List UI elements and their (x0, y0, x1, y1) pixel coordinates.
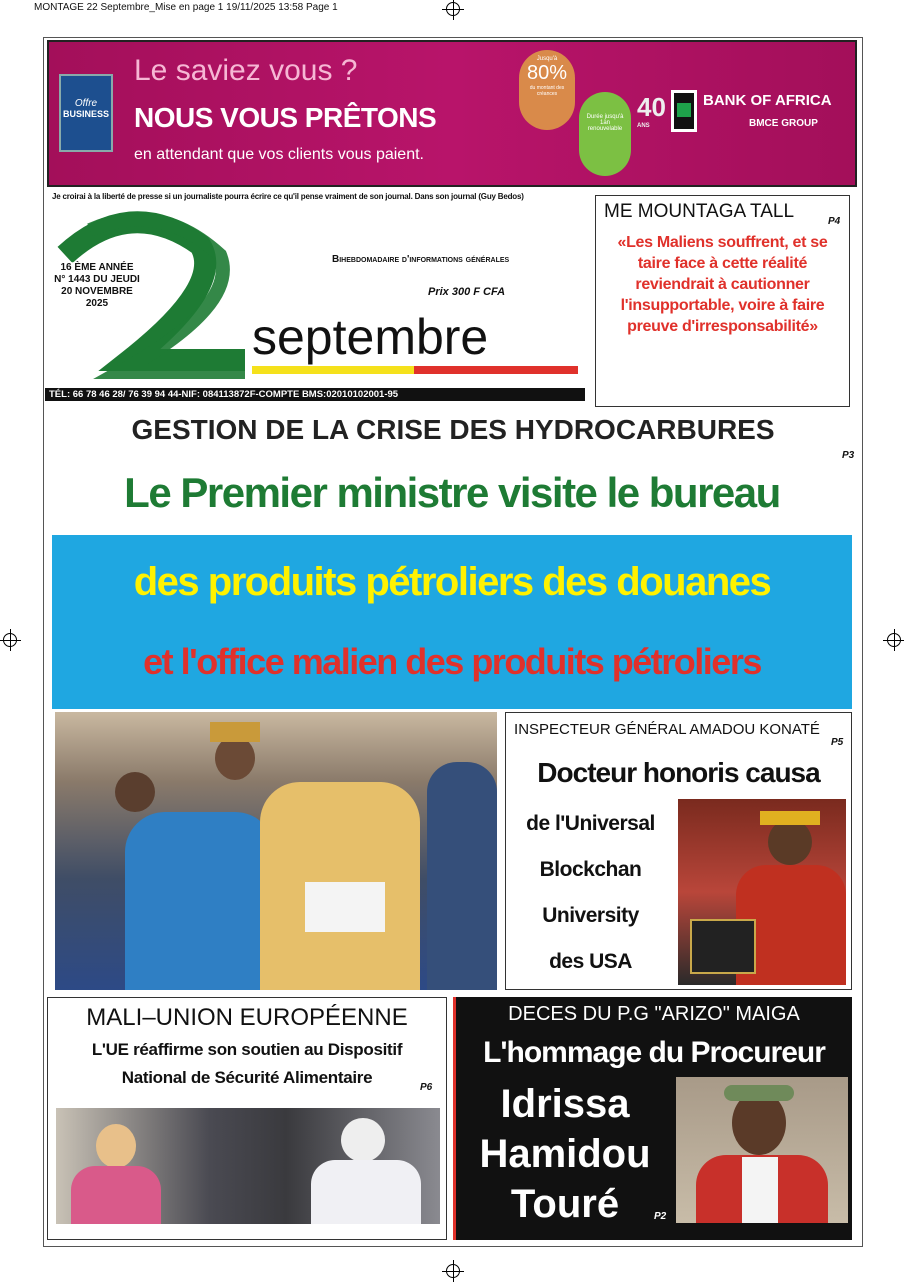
story-name (460, 1079, 670, 1229)
story-subtitle (508, 801, 673, 985)
story-title (52, 1036, 442, 1092)
contact-bar: TÉL: 66 78 46 28/ 76 39 94 44-NIF: 084113872F-COMPTE BMS:02010102001-95 (45, 388, 585, 401)
anniversary-logo (637, 92, 666, 129)
page-ref: P2 (654, 1211, 667, 1222)
anniversary-number: 40 (637, 92, 666, 122)
ad-circle-duration: Durée jusqu'à 1an renouvelable (579, 92, 631, 176)
story-title: Docteur honoris causa (537, 757, 820, 788)
story-kicker: DECES DU P.G "ARIZO" MAIGA (508, 1003, 800, 1025)
lead-headline-line1: Le Premier ministre visite le bureau (124, 469, 780, 516)
registration-mark-icon (887, 633, 901, 647)
registration-mark-icon (446, 1264, 460, 1278)
issue-number: N° 1443 DU JEUDI (54, 274, 140, 285)
teaser-mountaga-tall[interactable] (595, 195, 850, 407)
name-line: Touré (510, 1182, 620, 1226)
story-konate[interactable] (505, 712, 852, 990)
page-ref: P3 (842, 450, 855, 461)
subtitle-line: des USA (549, 950, 632, 973)
flag-stripe-red (414, 366, 578, 374)
title-line: L'UE réaffirme son soutien au Dispositif (91, 1040, 403, 1059)
registration-mark-icon (3, 633, 17, 647)
offre-business-badge (59, 74, 113, 152)
circle-text: Jusqu'à (536, 56, 558, 62)
ad-subline: en attendant que vos clients vous paient. (134, 146, 424, 163)
konate-photo[interactable] (678, 799, 846, 985)
page-ref: P6 (420, 1082, 433, 1093)
issue-info (52, 262, 142, 310)
registration-mark-icon (446, 2, 460, 16)
masthead-quote: Je croirai à la liberté de presse si un journaliste pourra écrire ce qu'il pense vraiment de son journal. Dans son journal (Guy Bedos) (52, 192, 524, 201)
story-title: L'hommage du Procureur (483, 1036, 825, 1069)
bank-logo-icon (671, 90, 697, 132)
story-kicker: MALI–UNION EUROPÉENNE (86, 1004, 408, 1031)
story-kicker: INSPECTEUR GÉNÉRAL AMADOU KONATÉ (514, 721, 820, 738)
bank-group: BMCE GROUP (749, 118, 818, 129)
page-ref: P4 (828, 216, 841, 227)
issue-year: 16 ÈME ANNÉE (60, 262, 134, 273)
maiga-photo[interactable] (676, 1077, 848, 1223)
ad-teaser: Le saviez vous ? (134, 54, 358, 87)
ue-photo[interactable] (56, 1108, 440, 1224)
circle-big: 80% (526, 62, 568, 84)
story-ue[interactable] (47, 997, 447, 1240)
page-ref: P5 (831, 737, 844, 748)
story-maiga[interactable] (453, 997, 852, 1240)
lead-headline-line3: et l'office malien des produits pétroliers (143, 641, 761, 682)
title-line: National de Sécurité Alimentaire (121, 1068, 373, 1087)
bank-name: BANK OF AFRICA (703, 92, 832, 109)
circle-text: du montant des créances (529, 85, 565, 97)
print-slug: MONTAGE 22 Septembre_Mise en page 1 19/11/2025 13:58 Page 1 (34, 2, 338, 13)
masthead-title: septembre (252, 309, 489, 365)
bank-ad-banner[interactable] (47, 40, 857, 187)
tagline: Bihebdomadaire d'informations générales (332, 254, 510, 265)
flag-stripe-yellow (252, 366, 414, 374)
ad-headline: NOUS VOUS PRÊTONS (134, 102, 437, 133)
issue-date: 20 NOVEMBRE (61, 286, 133, 297)
teaser-quote: «Les Maliens souffrent, et se taire face à cette réalité reviendrait à cautionner l'insupportable, voire à faire preuve d'irresponsabilité» (617, 234, 828, 335)
anniversary-sub: ANS (637, 123, 650, 129)
badge-line: Offre (74, 98, 98, 109)
price: Prix 300 F CFA (428, 286, 506, 298)
teaser-kicker: ME MOUNTAGA TALL (604, 201, 795, 222)
subtitle-line: Blockchan (539, 858, 642, 881)
lead-photo[interactable] (55, 712, 497, 990)
name-line: Hamidou (479, 1132, 651, 1176)
subtitle-line: University (542, 904, 639, 927)
lead-kicker: GESTION DE LA CRISE DES HYDROCARBURES (131, 414, 775, 445)
issue-date-year: 2025 (85, 298, 109, 309)
lead-headline-line2: des produits pétroliers des douanes (133, 560, 771, 604)
name-line: Idrissa (500, 1082, 630, 1126)
lead-highlight-box (52, 535, 852, 709)
ad-circle-percent (519, 50, 575, 130)
badge-line: BUSINESS (62, 109, 109, 119)
subtitle-line: de l'Universal (526, 812, 655, 835)
